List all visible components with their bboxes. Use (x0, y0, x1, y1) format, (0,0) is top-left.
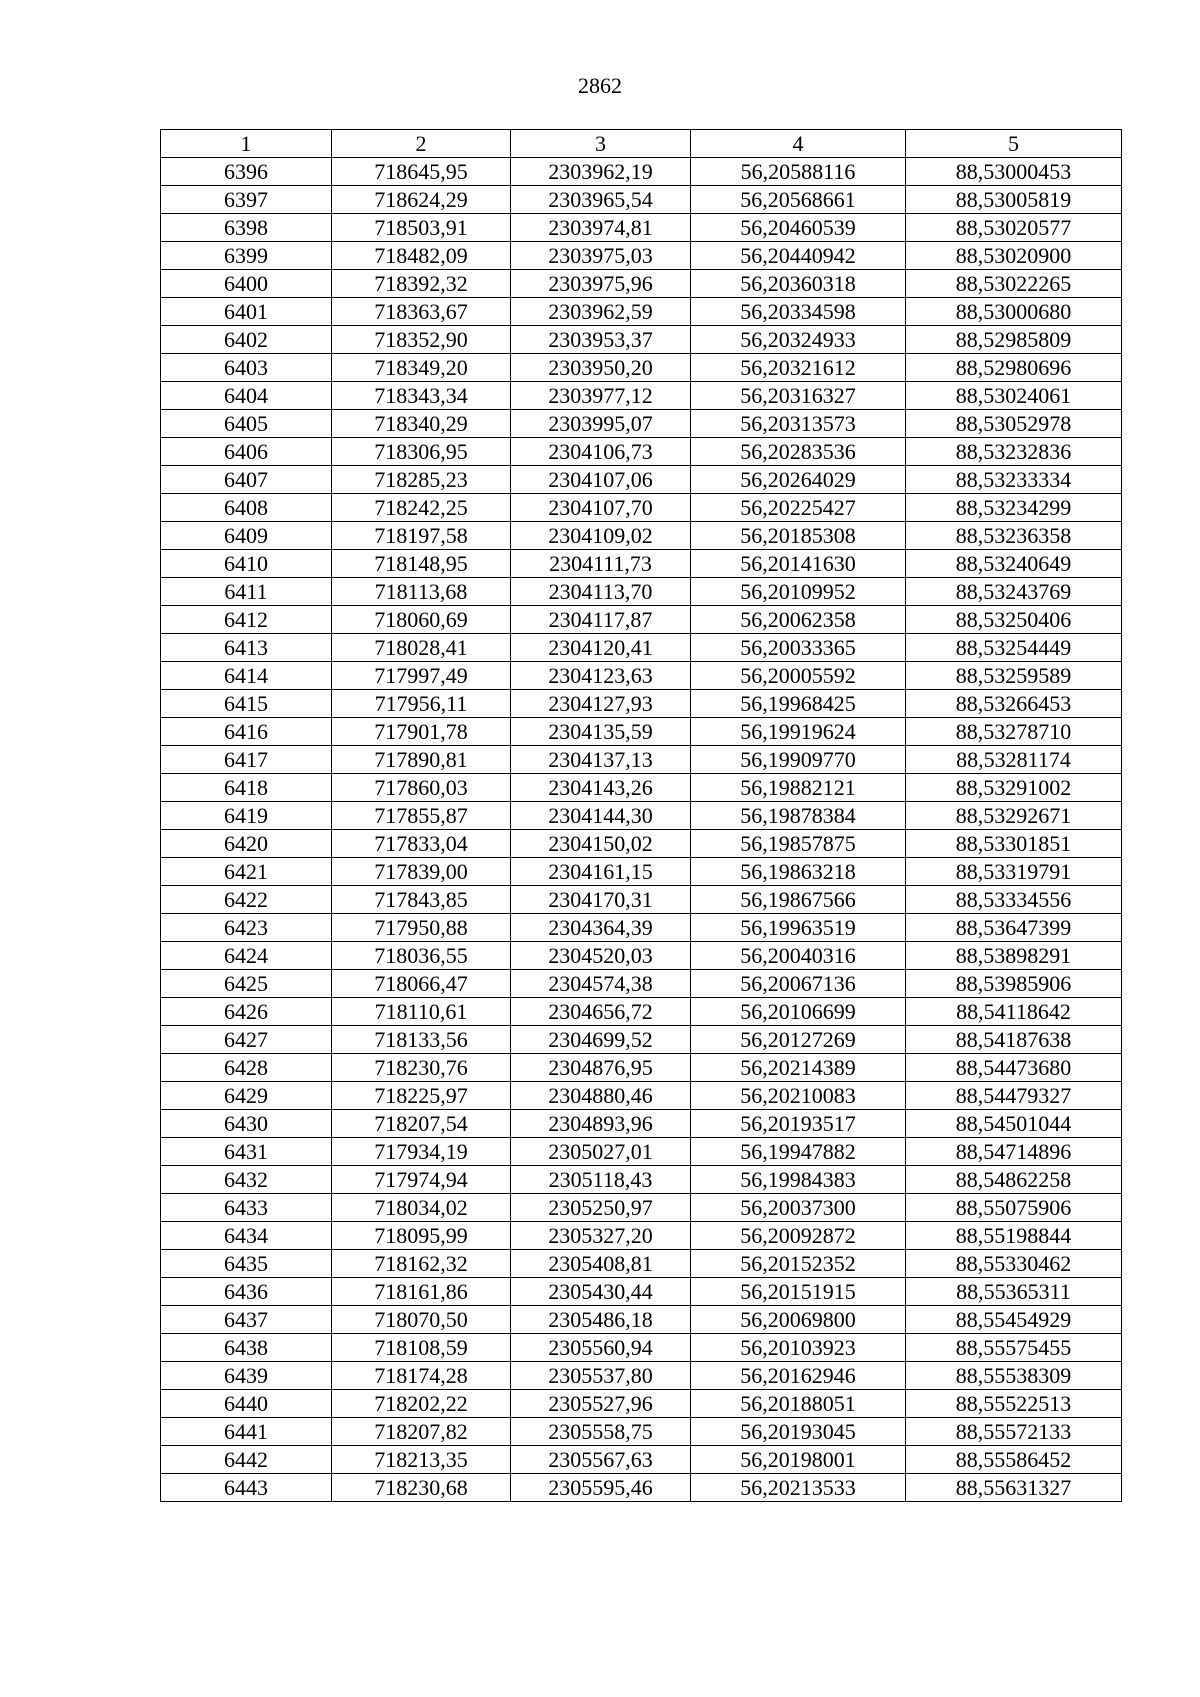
y-coordinate-cell: 2303974,81 (511, 214, 691, 242)
y-coordinate-cell: 2305558,75 (511, 1418, 691, 1446)
point-number-cell: 6419 (161, 802, 332, 830)
table-header-row (161, 130, 1122, 158)
table-row (161, 1166, 1122, 1194)
longitude-cell: 88,55631327 (906, 1474, 1122, 1502)
y-coordinate-cell: 2305118,43 (511, 1166, 691, 1194)
x-coordinate-cell: 718162,32 (332, 1250, 511, 1278)
x-coordinate-cell: 718202,22 (332, 1390, 511, 1418)
x-coordinate-cell: 717950,88 (332, 914, 511, 942)
point-number-cell: 6423 (161, 914, 332, 942)
x-coordinate-cell: 717860,03 (332, 774, 511, 802)
y-coordinate-cell: 2304123,63 (511, 662, 691, 690)
point-number-cell: 6422 (161, 886, 332, 914)
column-header: 1 (161, 130, 332, 158)
table-row (161, 410, 1122, 438)
x-coordinate-cell: 718148,95 (332, 550, 511, 578)
y-coordinate-cell: 2304144,30 (511, 802, 691, 830)
longitude-cell: 88,53281174 (906, 746, 1122, 774)
y-coordinate-cell: 2303953,37 (511, 326, 691, 354)
y-coordinate-cell: 2304574,38 (511, 970, 691, 998)
latitude-cell: 56,19909770 (691, 746, 906, 774)
longitude-cell: 88,55075906 (906, 1194, 1122, 1222)
table-row (161, 298, 1122, 326)
longitude-cell: 88,55330462 (906, 1250, 1122, 1278)
y-coordinate-cell: 2305567,63 (511, 1446, 691, 1474)
longitude-cell: 88,53236358 (906, 522, 1122, 550)
latitude-cell: 56,20141630 (691, 550, 906, 578)
x-coordinate-cell: 718349,20 (332, 354, 511, 382)
y-coordinate-cell: 2304150,02 (511, 830, 691, 858)
y-coordinate-cell: 2304143,26 (511, 774, 691, 802)
longitude-cell: 88,55575455 (906, 1334, 1122, 1362)
longitude-cell: 88,53647399 (906, 914, 1122, 942)
table-row (161, 550, 1122, 578)
y-coordinate-cell: 2304161,15 (511, 858, 691, 886)
table-row (161, 998, 1122, 1026)
table-row (161, 494, 1122, 522)
point-number-cell: 6426 (161, 998, 332, 1026)
x-coordinate-cell: 718207,82 (332, 1418, 511, 1446)
point-number-cell: 6439 (161, 1362, 332, 1390)
table-row (161, 326, 1122, 354)
latitude-cell: 56,20321612 (691, 354, 906, 382)
x-coordinate-cell: 717997,49 (332, 662, 511, 690)
latitude-cell: 56,20092872 (691, 1222, 906, 1250)
point-number-cell: 6442 (161, 1446, 332, 1474)
y-coordinate-cell: 2304113,70 (511, 578, 691, 606)
point-number-cell: 6396 (161, 158, 332, 186)
latitude-cell: 56,20037300 (691, 1194, 906, 1222)
x-coordinate-cell: 718161,86 (332, 1278, 511, 1306)
x-coordinate-cell: 717956,11 (332, 690, 511, 718)
x-coordinate-cell: 718070,50 (332, 1306, 511, 1334)
longitude-cell: 88,53005819 (906, 186, 1122, 214)
longitude-cell: 88,54862258 (906, 1166, 1122, 1194)
table-row (161, 1222, 1122, 1250)
x-coordinate-cell: 717934,19 (332, 1138, 511, 1166)
point-number-cell: 6408 (161, 494, 332, 522)
longitude-cell: 88,55572133 (906, 1418, 1122, 1446)
y-coordinate-cell: 2305486,18 (511, 1306, 691, 1334)
table-row (161, 242, 1122, 270)
latitude-cell: 56,20127269 (691, 1026, 906, 1054)
point-number-cell: 6413 (161, 634, 332, 662)
point-number-cell: 6401 (161, 298, 332, 326)
table-row (161, 830, 1122, 858)
y-coordinate-cell: 2304137,13 (511, 746, 691, 774)
longitude-cell: 88,53020577 (906, 214, 1122, 242)
x-coordinate-cell: 718110,61 (332, 998, 511, 1026)
x-coordinate-cell: 718242,25 (332, 494, 511, 522)
x-coordinate-cell: 718306,95 (332, 438, 511, 466)
longitude-cell: 88,53291002 (906, 774, 1122, 802)
table-row (161, 1110, 1122, 1138)
latitude-cell: 56,19863218 (691, 858, 906, 886)
table-row (161, 1138, 1122, 1166)
x-coordinate-cell: 718060,69 (332, 606, 511, 634)
latitude-cell: 56,20062358 (691, 606, 906, 634)
point-number-cell: 6407 (161, 466, 332, 494)
point-number-cell: 6420 (161, 830, 332, 858)
y-coordinate-cell: 2305527,96 (511, 1390, 691, 1418)
latitude-cell: 56,19857875 (691, 830, 906, 858)
longitude-cell: 88,53278710 (906, 718, 1122, 746)
latitude-cell: 56,20225427 (691, 494, 906, 522)
latitude-cell: 56,20324933 (691, 326, 906, 354)
x-coordinate-cell: 718482,09 (332, 242, 511, 270)
x-coordinate-cell: 718108,59 (332, 1334, 511, 1362)
latitude-cell: 56,19984383 (691, 1166, 906, 1194)
latitude-cell: 56,20440942 (691, 242, 906, 270)
coordinates-table (160, 129, 1122, 1502)
longitude-cell: 88,54714896 (906, 1138, 1122, 1166)
x-coordinate-cell: 718207,54 (332, 1110, 511, 1138)
table-row (161, 158, 1122, 186)
latitude-cell: 56,19968425 (691, 690, 906, 718)
x-coordinate-cell: 718133,56 (332, 1026, 511, 1054)
y-coordinate-cell: 2304107,06 (511, 466, 691, 494)
latitude-cell: 56,20214389 (691, 1054, 906, 1082)
table-row (161, 186, 1122, 214)
table-row (161, 578, 1122, 606)
table-row (161, 886, 1122, 914)
latitude-cell: 56,20283536 (691, 438, 906, 466)
y-coordinate-cell: 2304109,02 (511, 522, 691, 550)
point-number-cell: 6411 (161, 578, 332, 606)
x-coordinate-cell: 718624,29 (332, 186, 511, 214)
y-coordinate-cell: 2304876,95 (511, 1054, 691, 1082)
table-row (161, 914, 1122, 942)
table-row (161, 746, 1122, 774)
latitude-cell: 56,20198001 (691, 1446, 906, 1474)
x-coordinate-cell: 718230,68 (332, 1474, 511, 1502)
y-coordinate-cell: 2303962,59 (511, 298, 691, 326)
table-row (161, 690, 1122, 718)
longitude-cell: 88,53250406 (906, 606, 1122, 634)
point-number-cell: 6404 (161, 382, 332, 410)
longitude-cell: 88,53319791 (906, 858, 1122, 886)
y-coordinate-cell: 2305250,97 (511, 1194, 691, 1222)
longitude-cell: 88,54118642 (906, 998, 1122, 1026)
table-row (161, 1474, 1122, 1502)
table-row (161, 214, 1122, 242)
latitude-cell: 56,19963519 (691, 914, 906, 942)
table-row (161, 802, 1122, 830)
longitude-cell: 88,55454929 (906, 1306, 1122, 1334)
point-number-cell: 6431 (161, 1138, 332, 1166)
latitude-cell: 56,20193045 (691, 1418, 906, 1446)
point-number-cell: 6398 (161, 214, 332, 242)
x-coordinate-cell: 718095,99 (332, 1222, 511, 1250)
coordinates-table-body (161, 130, 1122, 1502)
point-number-cell: 6409 (161, 522, 332, 550)
x-coordinate-cell: 718343,34 (332, 382, 511, 410)
column-header: 4 (691, 130, 906, 158)
y-coordinate-cell: 2303977,12 (511, 382, 691, 410)
longitude-cell: 88,53234299 (906, 494, 1122, 522)
longitude-cell: 88,53020900 (906, 242, 1122, 270)
table-row (161, 270, 1122, 298)
y-coordinate-cell: 2304117,87 (511, 606, 691, 634)
point-number-cell: 6403 (161, 354, 332, 382)
latitude-cell: 56,19882121 (691, 774, 906, 802)
table-row (161, 718, 1122, 746)
point-number-cell: 6399 (161, 242, 332, 270)
point-number-cell: 6406 (161, 438, 332, 466)
latitude-cell: 56,20316327 (691, 382, 906, 410)
table-row (161, 1194, 1122, 1222)
point-number-cell: 6402 (161, 326, 332, 354)
latitude-cell: 56,20334598 (691, 298, 906, 326)
x-coordinate-cell: 718340,29 (332, 410, 511, 438)
longitude-cell: 88,53000680 (906, 298, 1122, 326)
x-coordinate-cell: 717855,87 (332, 802, 511, 830)
point-number-cell: 6435 (161, 1250, 332, 1278)
longitude-cell: 88,55522513 (906, 1390, 1122, 1418)
y-coordinate-cell: 2303975,03 (511, 242, 691, 270)
latitude-cell: 56,20152352 (691, 1250, 906, 1278)
longitude-cell: 88,54479327 (906, 1082, 1122, 1110)
y-coordinate-cell: 2305595,46 (511, 1474, 691, 1502)
longitude-cell: 88,53254449 (906, 634, 1122, 662)
table-row (161, 1390, 1122, 1418)
point-number-cell: 6428 (161, 1054, 332, 1082)
x-coordinate-cell: 718285,23 (332, 466, 511, 494)
y-coordinate-cell: 2304135,59 (511, 718, 691, 746)
table-row (161, 1026, 1122, 1054)
table-row (161, 382, 1122, 410)
point-number-cell: 6438 (161, 1334, 332, 1362)
latitude-cell: 56,20103923 (691, 1334, 906, 1362)
point-number-cell: 6421 (161, 858, 332, 886)
point-number-cell: 6424 (161, 942, 332, 970)
longitude-cell: 88,54473680 (906, 1054, 1122, 1082)
table-row (161, 606, 1122, 634)
latitude-cell: 56,20040316 (691, 942, 906, 970)
table-row (161, 970, 1122, 998)
table-row (161, 662, 1122, 690)
longitude-cell: 88,53024061 (906, 382, 1122, 410)
latitude-cell: 56,20193517 (691, 1110, 906, 1138)
longitude-cell: 88,55538309 (906, 1362, 1122, 1390)
y-coordinate-cell: 2305408,81 (511, 1250, 691, 1278)
point-number-cell: 6418 (161, 774, 332, 802)
latitude-cell: 56,20067136 (691, 970, 906, 998)
point-number-cell: 6434 (161, 1222, 332, 1250)
y-coordinate-cell: 2304111,73 (511, 550, 691, 578)
longitude-cell: 88,54187638 (906, 1026, 1122, 1054)
table-row (161, 1446, 1122, 1474)
y-coordinate-cell: 2304364,39 (511, 914, 691, 942)
longitude-cell: 88,53052978 (906, 410, 1122, 438)
x-coordinate-cell: 718230,76 (332, 1054, 511, 1082)
y-coordinate-cell: 2304656,72 (511, 998, 691, 1026)
column-header: 2 (332, 130, 511, 158)
y-coordinate-cell: 2304893,96 (511, 1110, 691, 1138)
longitude-cell: 88,53243769 (906, 578, 1122, 606)
latitude-cell: 56,20109952 (691, 578, 906, 606)
latitude-cell: 56,20151915 (691, 1278, 906, 1306)
point-number-cell: 6432 (161, 1166, 332, 1194)
longitude-cell: 88,53292671 (906, 802, 1122, 830)
longitude-cell: 88,53985906 (906, 970, 1122, 998)
x-coordinate-cell: 718213,35 (332, 1446, 511, 1474)
point-number-cell: 6441 (161, 1418, 332, 1446)
table-row (161, 1362, 1122, 1390)
longitude-cell: 88,52980696 (906, 354, 1122, 382)
x-coordinate-cell: 717901,78 (332, 718, 511, 746)
y-coordinate-cell: 2304120,41 (511, 634, 691, 662)
longitude-cell: 88,55198844 (906, 1222, 1122, 1250)
longitude-cell: 88,54501044 (906, 1110, 1122, 1138)
x-coordinate-cell: 718036,55 (332, 942, 511, 970)
y-coordinate-cell: 2305537,80 (511, 1362, 691, 1390)
longitude-cell: 88,53334556 (906, 886, 1122, 914)
latitude-cell: 56,20069800 (691, 1306, 906, 1334)
longitude-cell: 88,52985809 (906, 326, 1122, 354)
longitude-cell: 88,53259589 (906, 662, 1122, 690)
point-number-cell: 6433 (161, 1194, 332, 1222)
latitude-cell: 56,20313573 (691, 410, 906, 438)
x-coordinate-cell: 718034,02 (332, 1194, 511, 1222)
table-row (161, 438, 1122, 466)
x-coordinate-cell: 718113,68 (332, 578, 511, 606)
longitude-cell: 88,53232836 (906, 438, 1122, 466)
y-coordinate-cell: 2304106,73 (511, 438, 691, 466)
latitude-cell: 56,20264029 (691, 466, 906, 494)
table-row (161, 942, 1122, 970)
x-coordinate-cell: 717974,94 (332, 1166, 511, 1194)
y-coordinate-cell: 2305560,94 (511, 1334, 691, 1362)
point-number-cell: 6400 (161, 270, 332, 298)
column-header: 5 (906, 130, 1122, 158)
point-number-cell: 6410 (161, 550, 332, 578)
table-row (161, 1082, 1122, 1110)
point-number-cell: 6415 (161, 690, 332, 718)
latitude-cell: 56,19878384 (691, 802, 906, 830)
point-number-cell: 6436 (161, 1278, 332, 1306)
x-coordinate-cell: 718503,91 (332, 214, 511, 242)
y-coordinate-cell: 2304170,31 (511, 886, 691, 914)
point-number-cell: 6443 (161, 1474, 332, 1502)
longitude-cell: 88,53898291 (906, 942, 1122, 970)
y-coordinate-cell: 2303962,19 (511, 158, 691, 186)
point-number-cell: 6405 (161, 410, 332, 438)
point-number-cell: 6412 (161, 606, 332, 634)
point-number-cell: 6427 (161, 1026, 332, 1054)
table-row (161, 522, 1122, 550)
latitude-cell: 56,20588116 (691, 158, 906, 186)
latitude-cell: 56,20460539 (691, 214, 906, 242)
x-coordinate-cell: 717833,04 (332, 830, 511, 858)
point-number-cell: 6414 (161, 662, 332, 690)
y-coordinate-cell: 2303950,20 (511, 354, 691, 382)
point-number-cell: 6416 (161, 718, 332, 746)
table-row (161, 1306, 1122, 1334)
latitude-cell: 56,20185308 (691, 522, 906, 550)
y-coordinate-cell: 2303975,96 (511, 270, 691, 298)
latitude-cell: 56,20360318 (691, 270, 906, 298)
y-coordinate-cell: 2305430,44 (511, 1278, 691, 1306)
x-coordinate-cell: 718352,90 (332, 326, 511, 354)
y-coordinate-cell: 2304107,70 (511, 494, 691, 522)
x-coordinate-cell: 718645,95 (332, 158, 511, 186)
latitude-cell: 56,20033365 (691, 634, 906, 662)
point-number-cell: 6397 (161, 186, 332, 214)
table-row (161, 1334, 1122, 1362)
point-number-cell: 6425 (161, 970, 332, 998)
latitude-cell: 56,20106699 (691, 998, 906, 1026)
longitude-cell: 88,53266453 (906, 690, 1122, 718)
x-coordinate-cell: 718174,28 (332, 1362, 511, 1390)
y-coordinate-cell: 2304699,52 (511, 1026, 691, 1054)
y-coordinate-cell: 2303965,54 (511, 186, 691, 214)
longitude-cell: 88,53022265 (906, 270, 1122, 298)
latitude-cell: 56,20162946 (691, 1362, 906, 1390)
x-coordinate-cell: 718197,58 (332, 522, 511, 550)
x-coordinate-cell: 717839,00 (332, 858, 511, 886)
y-coordinate-cell: 2304127,93 (511, 690, 691, 718)
latitude-cell: 56,19919624 (691, 718, 906, 746)
point-number-cell: 6417 (161, 746, 332, 774)
table-row (161, 466, 1122, 494)
x-coordinate-cell: 718363,67 (332, 298, 511, 326)
column-header: 3 (511, 130, 691, 158)
table-row (161, 1250, 1122, 1278)
y-coordinate-cell: 2305027,01 (511, 1138, 691, 1166)
latitude-cell: 56,19947882 (691, 1138, 906, 1166)
table-row (161, 774, 1122, 802)
page-number: 2862 (578, 73, 622, 98)
point-number-cell: 6440 (161, 1390, 332, 1418)
table-row (161, 858, 1122, 886)
table-row (161, 1418, 1122, 1446)
x-coordinate-cell: 718392,32 (332, 270, 511, 298)
table-row (161, 1278, 1122, 1306)
latitude-cell: 56,20568661 (691, 186, 906, 214)
longitude-cell: 88,53301851 (906, 830, 1122, 858)
latitude-cell: 56,20213533 (691, 1474, 906, 1502)
longitude-cell: 88,53233334 (906, 466, 1122, 494)
latitude-cell: 56,20188051 (691, 1390, 906, 1418)
y-coordinate-cell: 2303995,07 (511, 410, 691, 438)
table-row (161, 1054, 1122, 1082)
x-coordinate-cell: 718066,47 (332, 970, 511, 998)
longitude-cell: 88,53240649 (906, 550, 1122, 578)
x-coordinate-cell: 717843,85 (332, 886, 511, 914)
point-number-cell: 6429 (161, 1082, 332, 1110)
table-row (161, 634, 1122, 662)
y-coordinate-cell: 2304520,03 (511, 942, 691, 970)
table-row (161, 354, 1122, 382)
y-coordinate-cell: 2305327,20 (511, 1222, 691, 1250)
y-coordinate-cell: 2304880,46 (511, 1082, 691, 1110)
longitude-cell: 88,55586452 (906, 1446, 1122, 1474)
x-coordinate-cell: 718028,41 (332, 634, 511, 662)
x-coordinate-cell: 717890,81 (332, 746, 511, 774)
point-number-cell: 6430 (161, 1110, 332, 1138)
longitude-cell: 88,55365311 (906, 1278, 1122, 1306)
latitude-cell: 56,20005592 (691, 662, 906, 690)
latitude-cell: 56,19867566 (691, 886, 906, 914)
latitude-cell: 56,20210083 (691, 1082, 906, 1110)
longitude-cell: 88,53000453 (906, 158, 1122, 186)
x-coordinate-cell: 718225,97 (332, 1082, 511, 1110)
point-number-cell: 6437 (161, 1306, 332, 1334)
